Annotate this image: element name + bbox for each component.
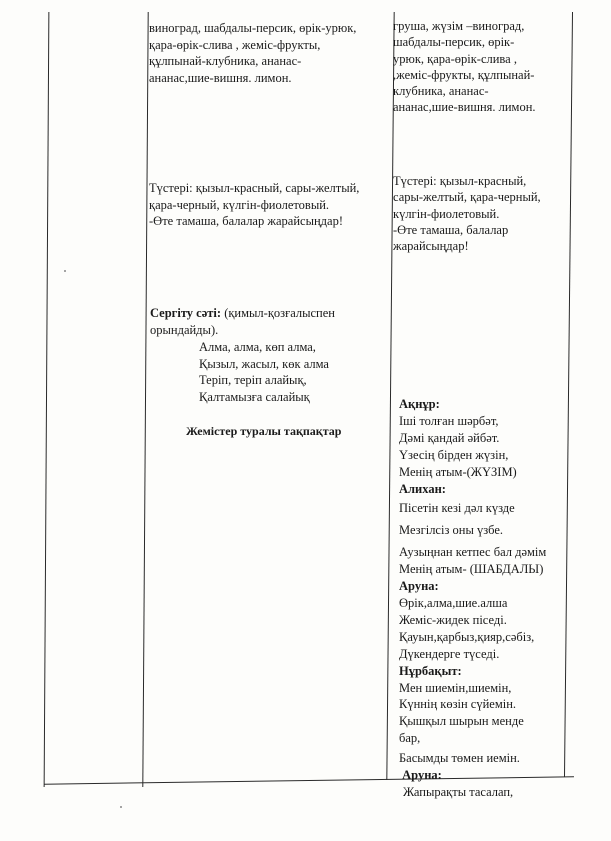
verse-line: Қауын,қарбыз,қияр,сәбіз, bbox=[399, 629, 535, 644]
middle-fruits-text bbox=[149, 20, 356, 86]
verse-line: Менің атым- (ШАБДАЛЫ) bbox=[399, 562, 544, 577]
sergitu-line bbox=[150, 305, 335, 322]
middle-colors-text bbox=[149, 180, 359, 230]
speaker-name: Аруна: bbox=[399, 579, 439, 594]
sergitu-label: Сергіту сәті: bbox=[150, 306, 222, 320]
verses-block bbox=[399, 396, 546, 801]
text-line: құлпынай-клубника, ананас- bbox=[149, 54, 302, 68]
poem-line: Қызыл, жасыл, көк алма bbox=[199, 356, 329, 371]
text-line: сары-желтый, қара-черный, bbox=[393, 190, 541, 205]
verse-line: Дәмі қандай әйбәт. bbox=[399, 430, 500, 445]
sergitu-rest: (қимыл-қозғалыспен bbox=[221, 306, 335, 320]
verse-line: бар, bbox=[399, 731, 421, 746]
poem-line: Теріп, теріп алайық, bbox=[199, 373, 307, 387]
text-line: ананас,шие-вишня. лимон. bbox=[393, 100, 536, 115]
text-line: ,жеміс-фрукты, құлпынай- bbox=[393, 67, 535, 82]
right-colors-text bbox=[393, 173, 541, 254]
text-line: груша, жүзім –виноград, bbox=[393, 19, 525, 33]
section-heading: Жемістер туралы тақпақтар bbox=[186, 424, 342, 438]
scan-speck bbox=[120, 806, 122, 808]
speaker-name: Нұрбақыт: bbox=[399, 663, 462, 678]
text-line: шабдалы-персик, өрік- bbox=[393, 35, 515, 50]
text-line: жарайсыңдар! bbox=[393, 239, 469, 254]
text-line: Түстері: қызыл-красный, сары-желтый, bbox=[149, 181, 360, 195]
verse-line: Қышқыл шырын менде bbox=[399, 714, 524, 729]
verse-line: Аузыңнан кетпес бал дәмім bbox=[399, 545, 547, 560]
table-left-border bbox=[44, 12, 50, 787]
poem-block bbox=[199, 339, 329, 405]
speaker-name: Ақнұр: bbox=[399, 397, 440, 411]
verse-line: Жеміс-жидек піседі. bbox=[399, 612, 507, 627]
text-line: клубника, ананас- bbox=[393, 84, 489, 99]
verse-line: Күннің көзін сүйемін. bbox=[399, 697, 517, 712]
verse-line: Іші толған шәрбәт, bbox=[399, 413, 499, 428]
verse-line: Пісетін кезі дәл күзде bbox=[399, 501, 515, 516]
text-line: қара-өрік-слива , жеміс-фрукты, bbox=[149, 37, 321, 52]
column-divider-right bbox=[386, 12, 394, 780]
text-line: Түстері: қызыл-красный, bbox=[393, 174, 527, 188]
text-line: ананас,шие-вишня. лимон. bbox=[149, 70, 292, 85]
verse-line: Басымды төмен иемін. bbox=[399, 751, 520, 766]
right-fruits-text bbox=[393, 18, 536, 116]
text-line: виноград, шабдалы-персик, өрік-урюк, bbox=[149, 21, 357, 35]
text-line: -Өте тамаша, балалар жарайсыңдар! bbox=[149, 214, 343, 228]
verse-line: Менің атым-(ЖҮЗІМ) bbox=[399, 464, 517, 479]
verse-line: Өрік,алма,шие.алша bbox=[399, 595, 508, 610]
text-line: күлгін-фиолетовый. bbox=[393, 206, 500, 221]
verse-line: Үзесің бірден жүзін, bbox=[399, 447, 509, 462]
speaker-name: Алихан: bbox=[399, 481, 446, 496]
verse-line: Дүкендерге түседі. bbox=[399, 646, 500, 661]
scan-speck bbox=[64, 270, 66, 272]
text-line: урюк, қара-өрік-слива , bbox=[393, 51, 517, 66]
poem-line: Алма, алма, көп алма, bbox=[199, 340, 316, 354]
verse-line: Жапырақты тасалап, bbox=[403, 784, 514, 799]
speaker-name: Аруна: bbox=[399, 768, 442, 783]
text-line: қара-черный, күлгін-фиолетовый. bbox=[149, 197, 330, 212]
verse-line: Мен шиемін,шиемін, bbox=[399, 680, 512, 695]
table-right-border bbox=[564, 12, 573, 777]
sergitu-line-2: орындайды). bbox=[150, 322, 219, 337]
poem-line: Қалтамызға салайық bbox=[199, 389, 310, 404]
sergitu-block bbox=[150, 305, 335, 338]
text-line: -Өте тамаша, балалар bbox=[393, 222, 509, 237]
column-divider-left bbox=[142, 12, 148, 787]
verse-line: Мезгілсіз оны үзбе. bbox=[399, 523, 504, 538]
